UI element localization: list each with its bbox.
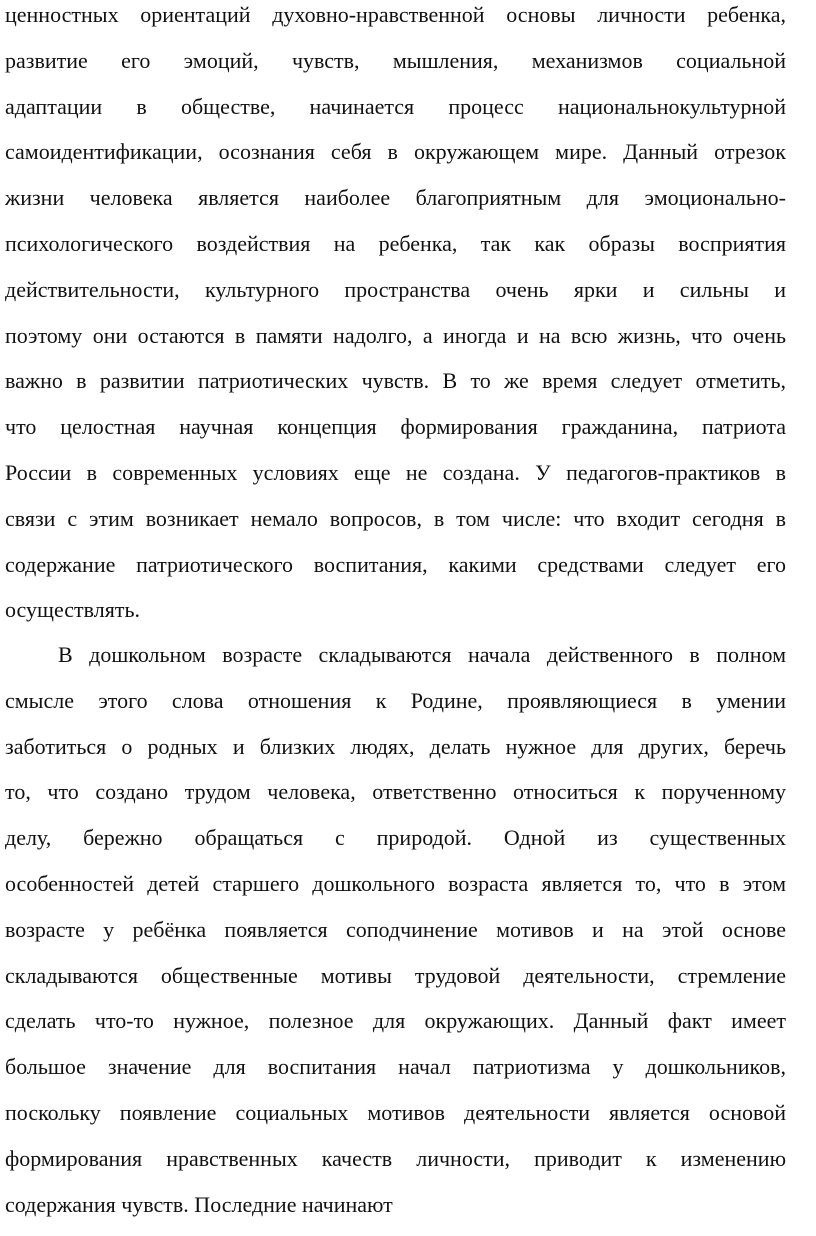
text-line: поскольку появление социальных мотивов деятельности является основой	[5, 1099, 786, 1125]
text-line: заботиться о родных и близких людях, делать нужное для других, беречь	[5, 733, 786, 759]
text-line: адаптации в обществе, начинается процесс национальнокультурной	[5, 93, 786, 119]
text-line: содержание патриотического воспитания, какими средствами следует его	[5, 551, 786, 577]
text-line: складываются общественные мотивы трудовой деятельности, стремление	[5, 962, 786, 988]
text-line: делу, бережно обращаться с природой. Одной из существенных	[5, 825, 786, 851]
paragraph-2	[5, 632, 786, 1227]
text-line: поэтому они остаются в памяти надолго, а иногда и на всю жизнь, что очень	[5, 322, 786, 348]
text-line: осуществлять.	[5, 597, 140, 623]
text-line: возрасте у ребёнка появляется соподчинение мотивов и на этой основе	[5, 916, 786, 942]
text-line: связи с этим возникает немало вопросов, в том числе: что входит сегодня в	[5, 505, 786, 531]
text-line: В дошкольном возрасте складываются начала действенного в полном	[58, 642, 786, 667]
text-line: содержания чувств. Последние начинают	[5, 1191, 393, 1217]
text-line: развитие его эмоций, чувств, мышления, механизмов социальной	[5, 47, 786, 73]
text-line: большое значение для воспитания начал патриотизма у дошкольников,	[5, 1054, 786, 1080]
text-line: смысле этого слова отношения к Родине, проявляющиеся в умении	[5, 687, 786, 713]
paragraph-1	[5, 0, 786, 633]
text-line: важно в развитии патриотических чувств. В то же время следует отметить,	[5, 368, 786, 394]
text-line: психологического воздействия на ребенка, так как образы восприятия	[5, 230, 786, 256]
text-line: сделать что-то нужное, полезное для окружающих. Данный факт имеет	[5, 1008, 786, 1034]
text-line: то, что создано трудом человека, ответственно относиться к порученному	[5, 779, 786, 805]
text-line: формирования нравственных качеств личности, приводит к изменению	[5, 1145, 786, 1171]
text-line: жизни человека является наиболее благоприятным для эмоционально-	[5, 185, 786, 211]
text-line: России в современных условиях еще не создана. У педагогов-практиков в	[5, 459, 786, 485]
text-line: что целостная научная концепция формирования гражданина, патриота	[5, 414, 786, 440]
text-line: особенностей детей старшего дошкольного возраста является то, что в этом	[5, 870, 786, 896]
text-line: самоидентификации, осознания себя в окружающем мире. Данный отрезок	[5, 139, 786, 165]
text-line: действительности, культурного пространства очень ярки и сильны и	[5, 276, 786, 302]
text-line: ценностных ориентаций духовно-нравственной основы личности ребенка,	[5, 2, 786, 27]
